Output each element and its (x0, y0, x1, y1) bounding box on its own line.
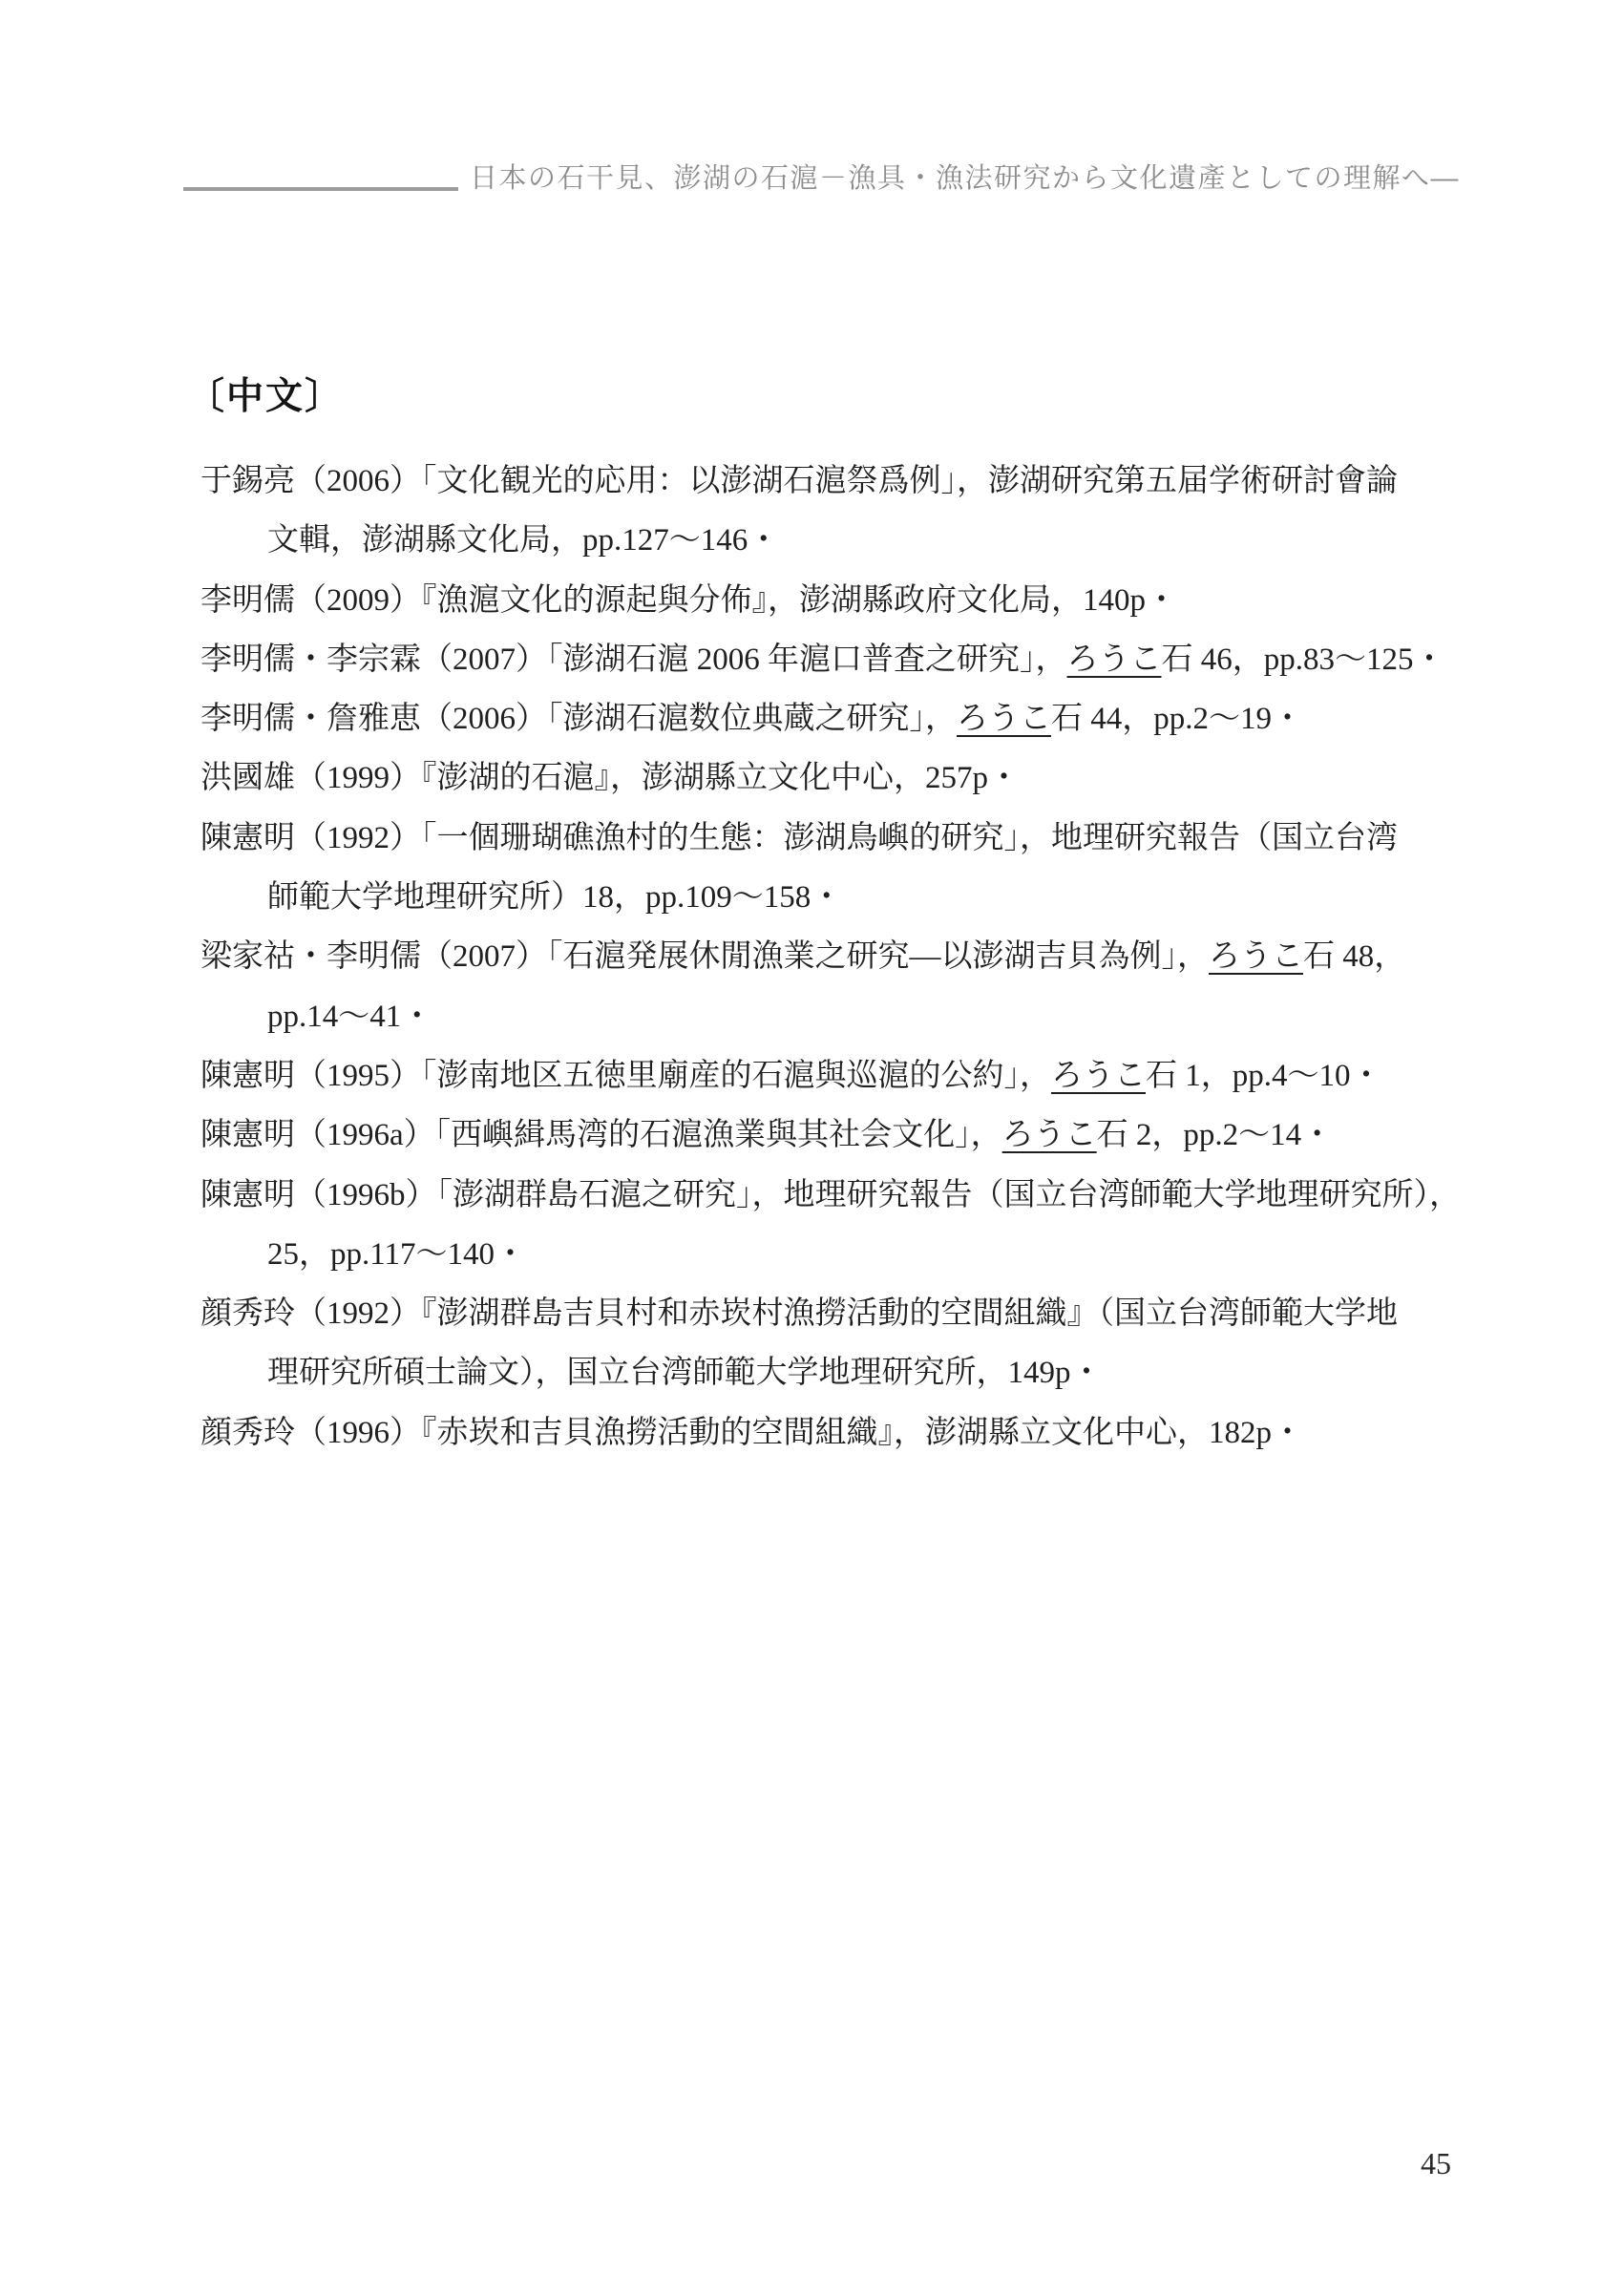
journal-name-underlined: ろうこ (957, 702, 1051, 737)
reference-line (200, 689, 1537, 748)
reference-line (200, 1046, 1537, 1106)
reference-text: 陳憲明（1995）「澎南地区五徳里廟産的石滬與巡滬的公約」， (200, 1058, 1051, 1093)
reference-text: 梁家祜・李明儒（2007）「石滬発展休閒漁業之研究—以澎湖吉貝為例」， (200, 939, 1209, 975)
reference-text: 顔秀玲（1992）『澎湖群島吉貝村和赤崁村漁撈活動的空間組織』（国立台湾師範大学地 (200, 1296, 1398, 1332)
reference-text: 25，pp.117～140・ (267, 1236, 527, 1272)
reference-line (200, 868, 1537, 927)
reference-text: 陳憲明（1996b）「澎湖群島石滬之研究」，地理研究報告（国立台湾師範大学地理研究所）， (200, 1177, 1461, 1212)
reference-text: 顔秀玲（1996）『赤崁和吉貝漁撈活動的空間組織』，澎湖縣立文化中心，182p・ (200, 1415, 1303, 1450)
reference-line (200, 1225, 1537, 1284)
reference-line (200, 1343, 1537, 1402)
reference-text: 石 46，pp.83～125・ (1161, 642, 1445, 677)
journal-name-underlined: ろうこ (1209, 939, 1303, 975)
reference-line (200, 809, 1537, 868)
reference-text: 石 1，pp.4～10・ (1146, 1058, 1382, 1093)
reference-text: 文輯，澎湖縣文化局，pp.127～146・ (267, 523, 780, 558)
reference-text: 石 44，pp.2～19・ (1051, 702, 1303, 737)
journal-name-underlined: ろうこ (1051, 1058, 1146, 1093)
reference-text: 于錫亮（2006）「文化観光的応用：以澎湖石滬祭爲例」，澎湖研究第五届学術研討會論 (200, 464, 1398, 498)
journal-name-underlined: ろうこ (1001, 1118, 1097, 1153)
reference-line (200, 1166, 1537, 1225)
reference-line (200, 1284, 1537, 1343)
reference-text: 石 48， (1303, 939, 1406, 975)
running-header (0, 0, 1623, 229)
reference-line (200, 927, 1537, 986)
reference-text: 李明儒・詹雅恵（2006）「澎湖石滬数位典蔵之研究」， (200, 702, 957, 737)
reference-line (200, 748, 1537, 808)
journal-name-underlined: ろうこ (1066, 642, 1162, 677)
page-number: 45 (1421, 2146, 1451, 2180)
section-heading: 〔中文〕 (187, 376, 345, 417)
reference-line (200, 987, 1537, 1046)
reference-line (200, 1403, 1537, 1463)
reference-text: 洪國雄（1999）『澎湖的石滬』，澎湖縣立文化中心，257p・ (200, 761, 1020, 796)
reference-line (200, 571, 1537, 630)
reference-list (200, 452, 1537, 1463)
reference-text: 師範大学地理研究所）18，pp.109～158・ (267, 880, 843, 916)
reference-text: 石 2，pp.2～14・ (1096, 1118, 1334, 1153)
reference-text: 李明儒（2009）『漁滬文化的源起與分佈』，澎湖縣政府文化局，140p・ (200, 582, 1177, 618)
reference-line (200, 511, 1537, 570)
reference-line (200, 452, 1537, 511)
reference-text: 李明儒・李宗霖（2007）「澎湖石滬 2006 年滬口普査之研究」， (200, 642, 1067, 677)
reference-text: 陳憲明（1996a）「西嶼緝馬湾的石滬漁業與其社会文化」， (200, 1118, 1002, 1153)
running-header-title: 日本の石干見、澎湖の石滬－漁具・漁法研究から文化遺產としての理解へ— (470, 163, 1461, 194)
reference-line (200, 1106, 1537, 1165)
header-rule (183, 187, 458, 191)
reference-line (200, 630, 1537, 689)
reference-text: 理研究所碩士論文），国立台湾師範大学地理研究所，149p・ (267, 1356, 1103, 1391)
reference-text: 陳憲明（1992）「一個珊瑚礁漁村的生態：澎湖鳥嶼的研究」，地理研究報告（国立台湾 (200, 820, 1398, 855)
reference-text: pp.14～41・ (267, 999, 433, 1034)
